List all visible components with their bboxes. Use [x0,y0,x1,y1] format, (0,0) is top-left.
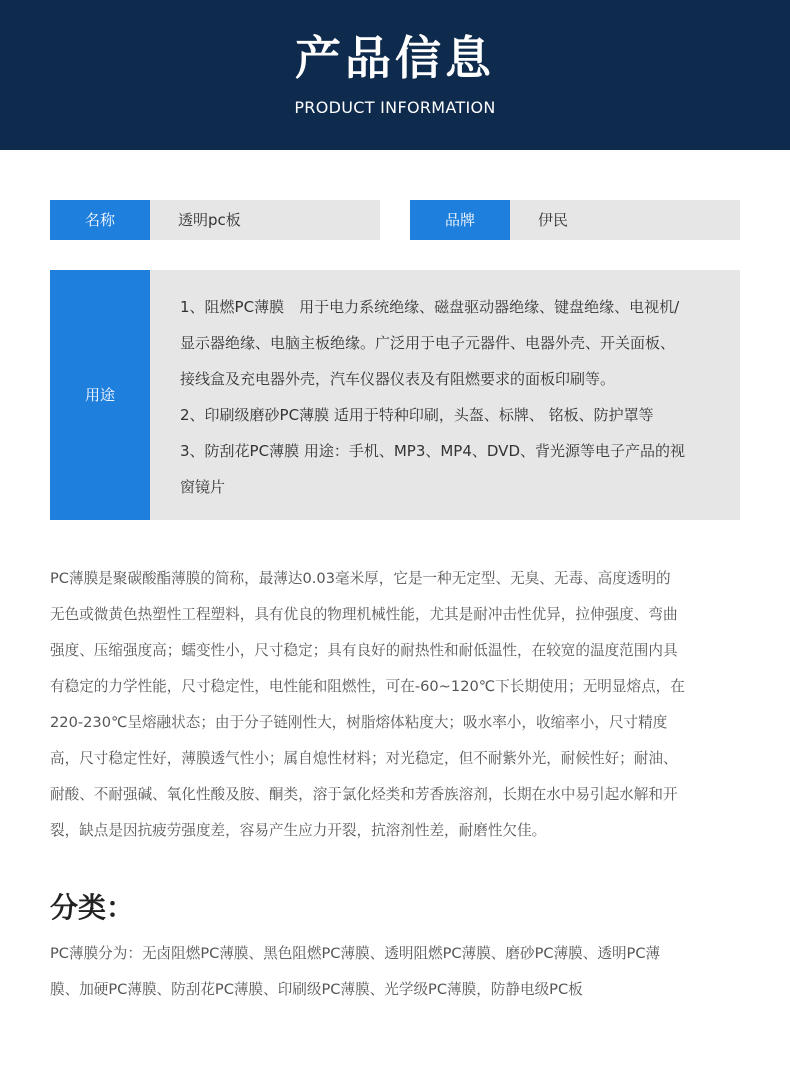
brand-value: 伊民 [510,200,740,240]
brand-label: 品牌 [410,200,510,240]
description-line: 220-230℃呈熔融状态；由于分子链刚性大，树脂熔体粘度大；吸水率小，收缩率小，尺寸精度 [50,714,668,731]
description-line: 耐酸、不耐强碱、氧化性酸及胺、酮类，溶于氯化烃类和芳香族溶剂，长期在水中易引起水解和开 [50,786,678,803]
usage-line: 1、阻燃PC薄膜 用于电力系统绝缘、磁盘驱动器绝缘、键盘绝缘、电视机/ [180,298,680,316]
name-label: 名称 [50,200,150,240]
page-subtitle: PRODUCT INFORMATION [294,98,496,117]
usage-line: 2、印刷级磨砂PC薄膜 适用于特种印刷，头盔、标牌、 铭板、防护罩等 [180,406,654,424]
description-line: 裂，缺点是因抗疲劳强度差，容易产生应力开裂，抗溶剂性差，耐磨性欠佳。 [50,822,547,839]
usage-line: 3、防刮花PC薄膜 用途：手机、MP3、MP4、DVD、背光源等电子产品的视 [180,442,685,460]
description-line: 强度、压缩强度高；蠕变性小，尺寸稳定；具有良好的耐热性和耐低温性，在较宽的温度范围内具 [50,642,678,659]
category-text [50,936,742,1008]
description-line: PC薄膜是聚碳酸酯薄膜的简称，最薄达0.03毫米厚，它是一种无定型、无臭、无毒、高度透明的 [50,570,671,587]
product-description [50,561,742,849]
usage-body [150,270,740,520]
description-line: 无色或微黄色热塑性工程塑料，具有优良的物理机械性能，尤其是耐冲击性优异，拉伸强度、弯曲 [50,606,678,623]
category-line: 膜、加硬PC薄膜、防刮花PC薄膜、印刷级PC薄膜、光学级PC薄膜，防静电级PC板 [50,981,583,998]
description-line: 有稳定的力学性能，尺寸稳定性，电性能和阻燃性，可在-60~120℃下长期使用；无明显熔点，在 [50,678,685,695]
category-line: PC薄膜分为：无卤阻燃PC薄膜、黑色阻燃PC薄膜、透明阻燃PC薄膜、磨砂PC薄膜、透明PC薄 [50,945,661,962]
usage-line: 窗镜片 [180,478,226,496]
page-header [0,0,790,150]
name-value: 透明pc板 [150,200,380,240]
category-title: 分类： [50,891,135,924]
usage-label: 用途 [50,270,150,520]
usage-line: 显示器绝缘、电脑主板绝缘。广泛用于电子元器件、电器外壳、开关面板、 [180,334,676,352]
usage-line: 接线盒及充电器外壳，汽车仪器仪表及有阻燃要求的面板印刷等。 [180,370,616,388]
page-title: 产品信息 [295,31,495,85]
description-line: 高，尺寸稳定性好，薄膜透气性小；属自熄性材料；对光稳定，但不耐紫外光，耐候性好；耐油、 [50,750,678,767]
